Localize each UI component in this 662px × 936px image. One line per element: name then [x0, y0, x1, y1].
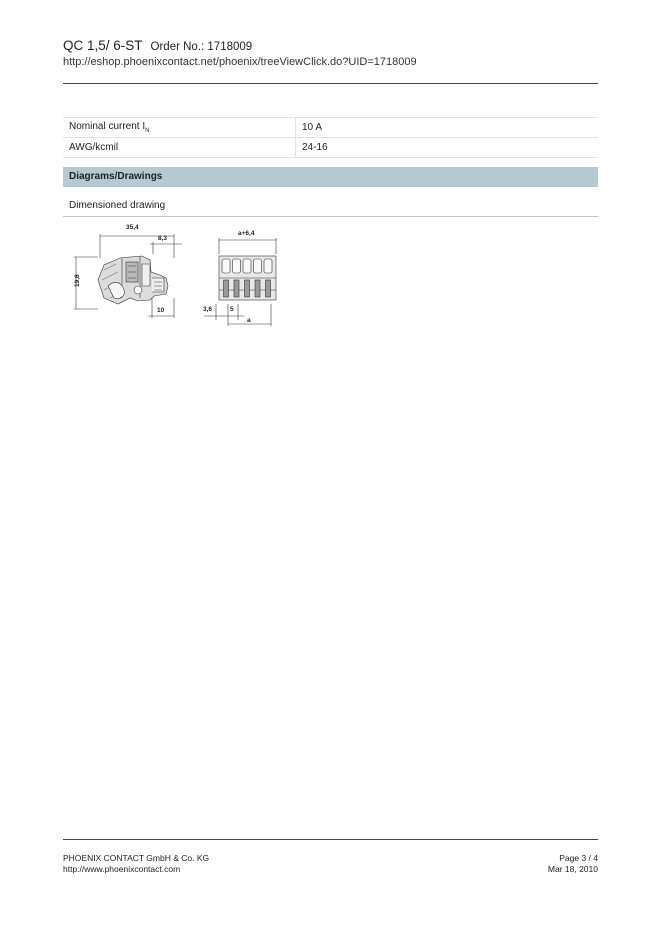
dim-label: 5 [230, 306, 234, 313]
spec-value: 24-16 [296, 138, 599, 158]
page-number: Page 3 / 4 [559, 853, 598, 863]
dim-label: 3,6 [203, 306, 213, 313]
spec-label: Nominal current $I_N$ [63, 118, 296, 138]
footer-website[interactable]: http://www.phoenixcontact.com [63, 864, 181, 874]
dim-label: 19,6 [74, 274, 81, 287]
dim-label: a [247, 317, 251, 324]
table-row [63, 138, 598, 158]
document-title [63, 38, 252, 53]
spec-value: 10 A [296, 118, 599, 138]
section-header [63, 167, 598, 187]
caption-divider [63, 216, 598, 217]
dim-label: 10 [157, 307, 165, 314]
order-number: Order No.: 1718009 [150, 41, 253, 53]
product-name: QC 1,5/ 6-ST [63, 38, 143, 53]
product-url[interactable]: http://eshop.phoenixcontact.net/phoenix/treeViewClick.do?UID=1718009 [63, 56, 417, 68]
dim-label: a+6,4 [238, 230, 255, 237]
table-row [63, 118, 598, 138]
spec-label: AWG/kcmil [63, 138, 296, 158]
footer-company: PHOENIX CONTACT GmbH & Co. KG [63, 853, 210, 863]
dim-label: 35,4 [126, 224, 139, 231]
spec-table [63, 117, 598, 158]
section-title: Diagrams/Drawings [69, 171, 163, 182]
footer-date: Mar 18, 2010 [547, 864, 598, 874]
drawing-caption: Dimensioned drawing [69, 200, 166, 211]
dimensioned-drawing [68, 220, 283, 330]
footer-divider [63, 839, 598, 840]
header-divider [63, 83, 598, 84]
dim-label: 8,3 [158, 235, 168, 242]
